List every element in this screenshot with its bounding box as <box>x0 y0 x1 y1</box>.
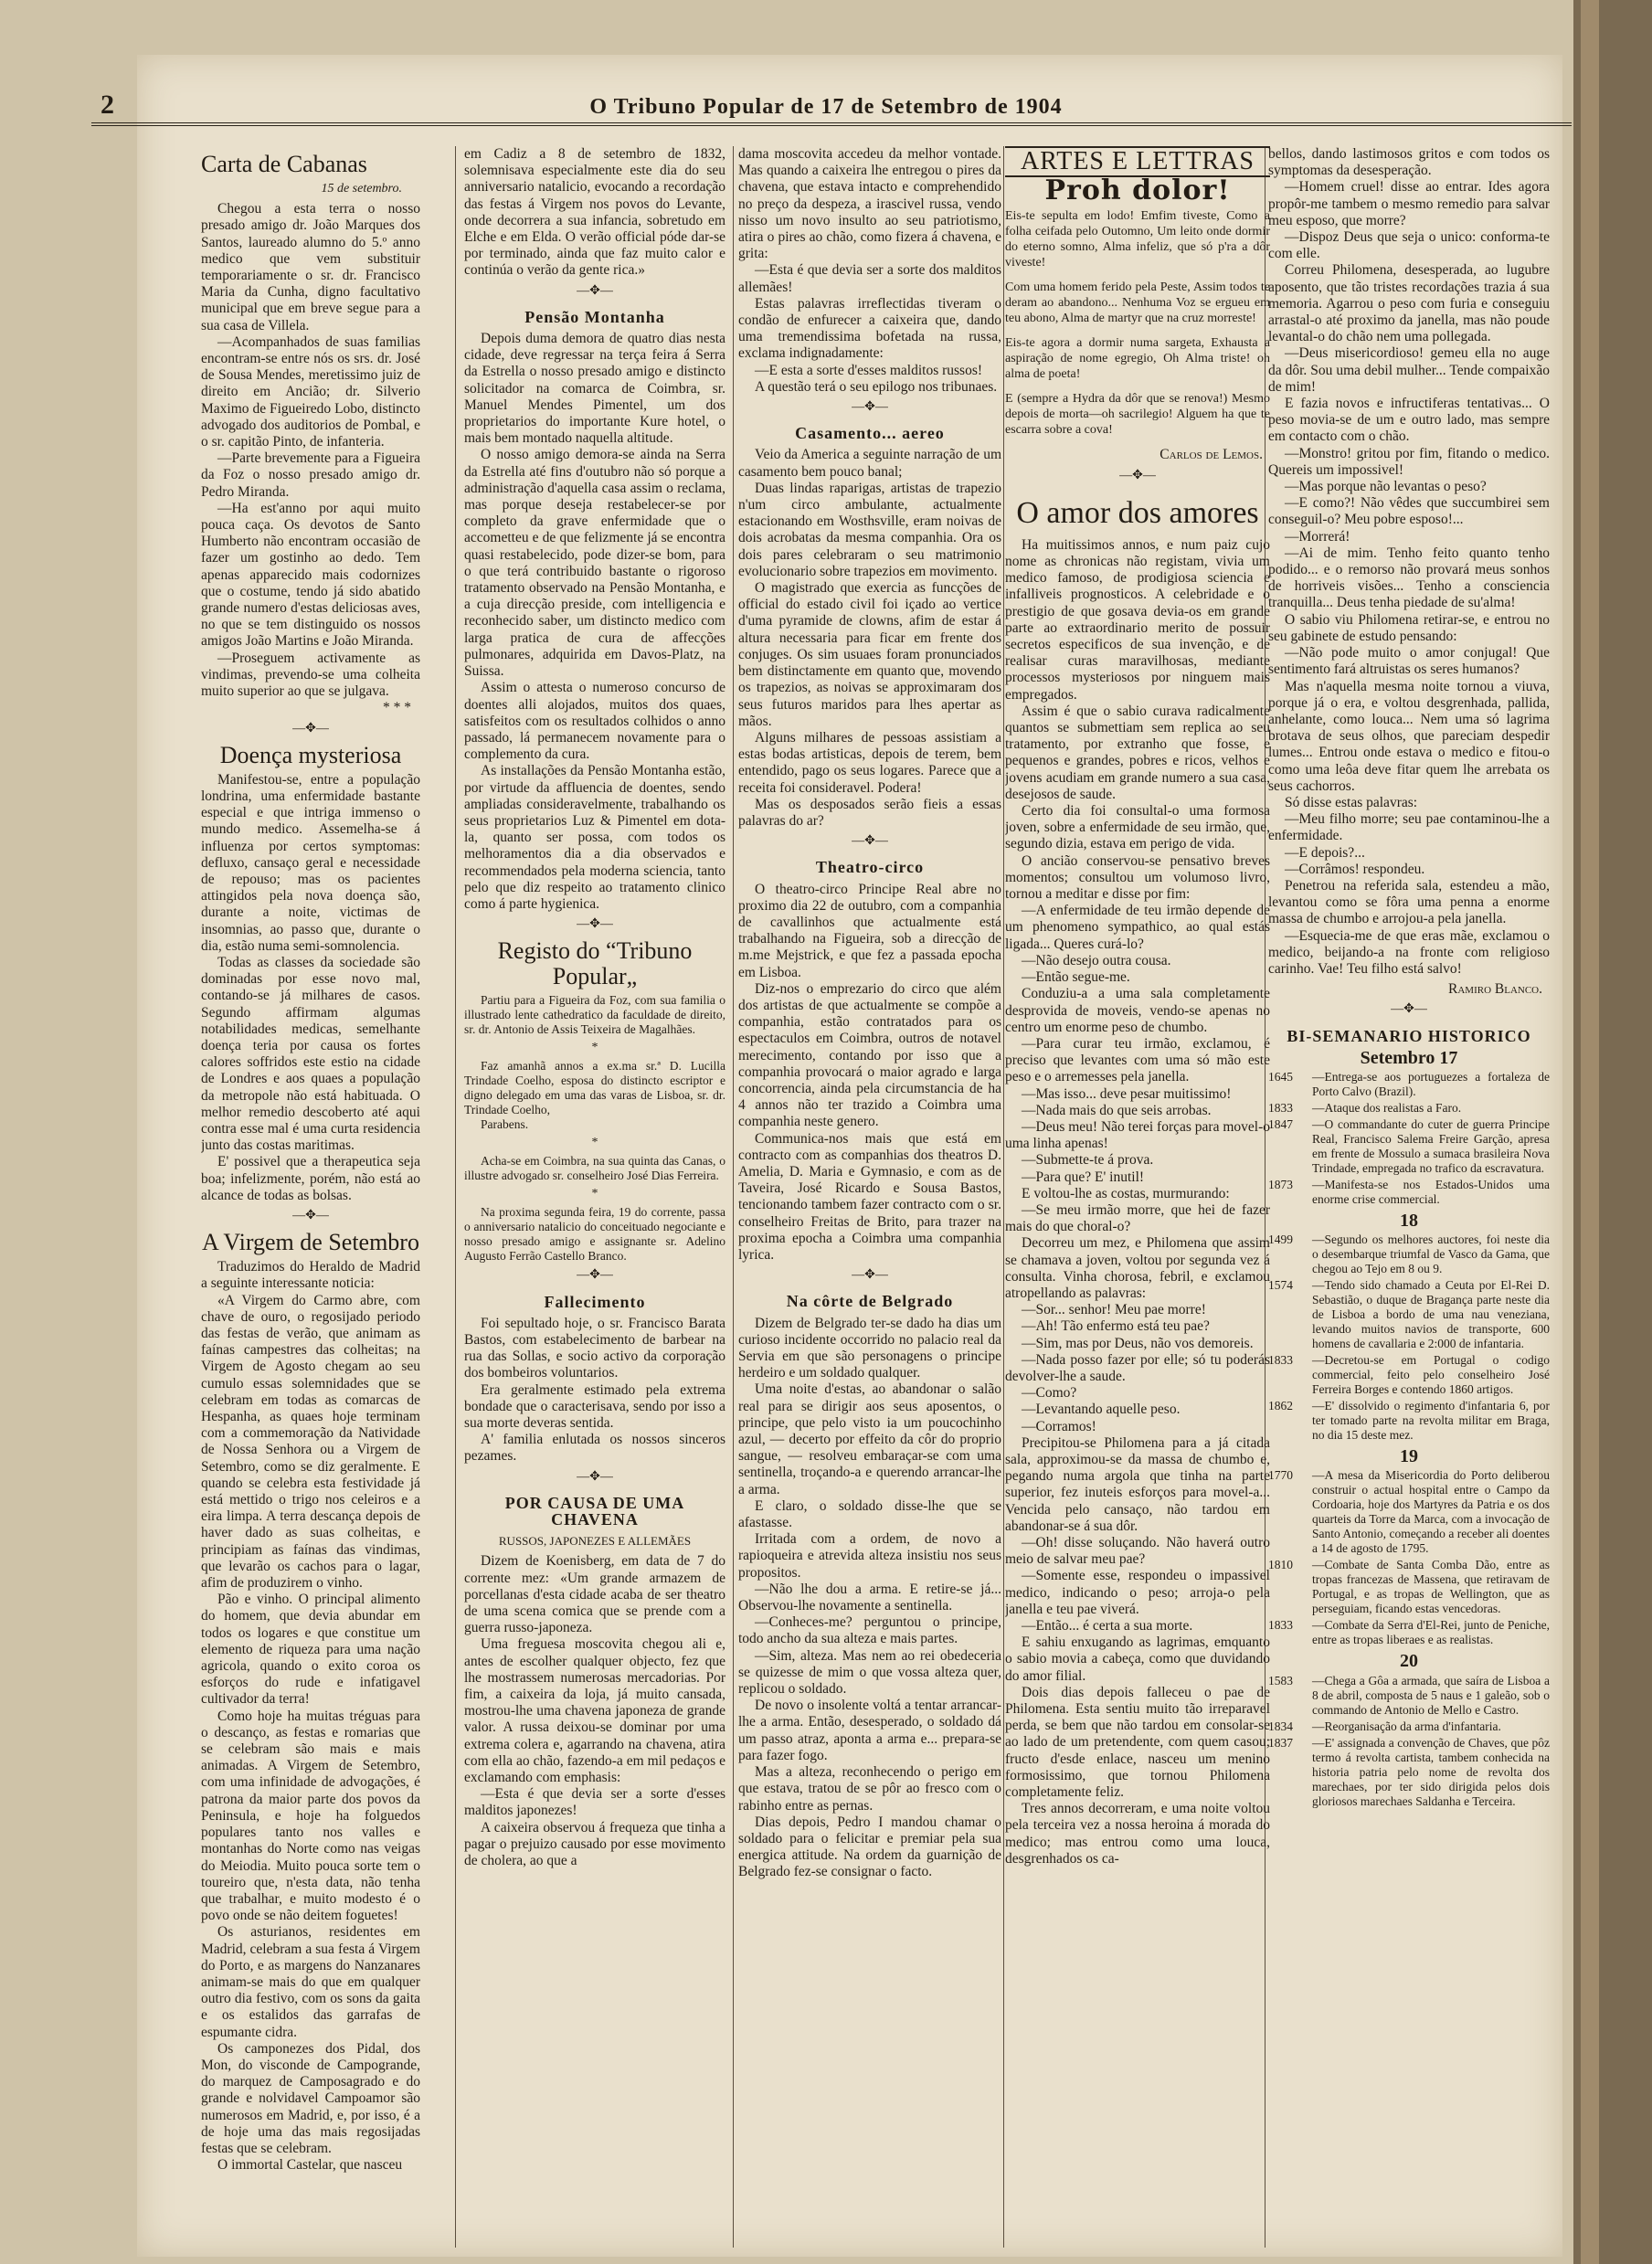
history-year: 1837 <box>1268 1735 1293 1750</box>
ornament: —✥— <box>292 1208 329 1222</box>
article-title: Na côrte de Belgrado <box>786 1292 954 1311</box>
paragraph: em Cadiz a 8 de setembro de 1832, solemnisava especialmente este dia do seu anniversario natalicio, evocando a recordação das festas á Virgem nos povos do Levante, onde decorrera a sua infancia, sobretudo em Elche e em Elda. O verão official póde dar-se por terminado, ainda que faz muito calor e continúa o verão da gente rica.» <box>464 146 725 279</box>
article-title: POR CAUSA DE UMA CHAVENA <box>504 1493 685 1529</box>
paragraph: Assim o attesta o numeroso concurso de doentes alli alojados, muitos dos quaes, satisfeitos com os resultados colhidos o anno passado, lá permanecem novamente para o complemento da cura. <box>464 680 725 763</box>
paragraph: —Corramos! <box>1022 1418 1096 1434</box>
history-year: 1862 <box>1268 1399 1293 1413</box>
article-title: Pensão Montanha <box>524 307 665 326</box>
poem-stanza: Eis-te sepulta em lodo! Emfim tiveste, Como a folha ceifada pelo Outomno, Um leito onde dormir do eterno somno, Alma infeliz, que só p'ra a dôr viveste! <box>1005 209 1270 270</box>
paragraph: —Esquecia-me de que eras mãe, exclamou o medico, beijando-a na fronte com religioso carinho. Vae! Teu filho está salvo! <box>1268 927 1550 977</box>
paragraph: —Proseguem activamente as vindimas, prevendo-se uma colheita muito superior ao que se julgava. <box>201 650 420 700</box>
paragraph: —A enfermidade de teu irmão depende de um phenomeno sympathico, ao qual estás ligada... Queres curá-lo? <box>1005 903 1270 952</box>
paragraph: A' familia enlutada os nossos sinceros pezames. <box>464 1432 725 1465</box>
ornament: * <box>591 1136 598 1150</box>
article-title: Fallecimento <box>544 1292 646 1311</box>
paragraph: Os camponezes dos Pidal, dos Mon, do visconde de Campogrande, do marquez de Camposagrado e do grande e nolvidavel Campoamor são numerosos em Madrid, e, por isso, é a de hoje uma das mais regosijadas festas que se celebram. <box>201 2040 420 2156</box>
ornament: —✥— <box>852 1268 888 1283</box>
date-heading: 19 <box>1400 1446 1418 1467</box>
paragraph: Correu Philomena, desesperada, ao lugubre aposento, que tão tristes recordações trazia á sua memoria. Agarrou o peso com furia e conseguiu arrastal-o até proximo da janella, mas não poude levantal-o do chão nem uma pollegada. <box>1268 262 1550 345</box>
paragraph: E voltou-lhe as costas, murmurando: <box>1022 1185 1230 1201</box>
history-text: —Tendo sido chamado a Ceuta por El-Rei D. Sebastião, o duque de Bragança parte neste dia de Lisboa a bordo de uma nau veneziana, levando muitos navios de transporte, 600 homens de cavallaria e 2:000 de infantaria. <box>1312 1278 1550 1351</box>
paragraph: —Deus meu! Não terei forças para movel-o uma linha apenas! <box>1005 1118 1270 1152</box>
paragraph: Dois dias depois falleceu o pae de Philomena. Esta sentiu muito tão irreparavel perda, se bem que não tardou em consolar-se ao lado de um pretendente, com quem casou; fructo d'esde enlace, nasceu um menino formosissimo, que tornou Philomena completamente feliz. <box>1005 1684 1270 1801</box>
column-rule <box>733 146 734 2248</box>
history-year: 1833 <box>1268 1353 1293 1368</box>
paragraph: —E como?! Não vêdes que succumbirei sem conseguil-o? Meu pobre esposo!... <box>1268 495 1550 528</box>
paragraph: Pão e vinho. O principal alimento do homem, que devia abundar em todos os logares e que constitue um elemento de riqueza para uma nação agricola, quando o exito coroa os esforços do rude e infatigavel cultivador da terra! <box>201 1592 420 1708</box>
signature-stars: * * * <box>383 700 411 716</box>
paragraph: Ha muitissimos annos, e num paiz cujo nome as chronicas não registam, vivia um medico famoso, de prodigiosa sciencia e infalliveis prognosticos. A celebridade e o prestigio de que gosava devia-os em grande parte ao extraordinario merito de possuir secretos especificos de sua invenção, e de realisar curas maravilhosas, mediante processos mysteriosos por ninguem mais empregados. <box>1005 536 1270 703</box>
paragraph: —Dispoz Deus que seja o unico: conforma-te com elle. <box>1268 229 1550 262</box>
paragraph: O magistrado que exercia as funcções de official do estado civil foi içado ao vertice d'uma pyramide de clowns, afim de estar á altura necessaria para ficar em frente dos conjuges. Os sim usuaes foram pronunciados bem distinctamente em quanto que, movendo os trapezios, as noivas se approximaram dos seus futuros maridos para lhes apertar as mãos. <box>738 580 1001 729</box>
date-heading: 18 <box>1400 1210 1418 1231</box>
column-1 <box>201 146 420 2248</box>
column-rule <box>1003 146 1004 2248</box>
history-entry <box>1268 1278 1550 1351</box>
paragraph: —Homem cruel! disse ao entrar. Ides agora propôr-me tambem o mesmo remedio para salvar meu esposo, que morre? <box>1268 179 1550 228</box>
history-entry <box>1268 1399 1550 1443</box>
paragraph: —Mas porque não levantas o peso? <box>1285 479 1487 495</box>
history-year: 1833 <box>1268 1618 1293 1633</box>
paragraph: A caixeira observou á frequeza que tinha a pagar o prejuizo causado por esse movimento de cholera, ao que a <box>464 1819 725 1869</box>
paragraph: Mas n'aquella mesma noite tornou a viuva, porque já o era, e voltou desgrenhada, pallida, anhelante, como louca... Nem uma só lagrima brotava de seus olhos, que pareciam despedir lumes... Entrou onde estava o medico e fitou-o como uma leôa deve fitar quem lhe arrebata os seus cachorros. <box>1268 678 1550 794</box>
paragraph: Dizem de Belgrado ter-se dado ha dias um curioso incidente occorrido no palacio real da Servia em que são personagens o principe herdeiro e um soldado qualquer. <box>738 1315 1001 1381</box>
history-list <box>1268 1233 1550 1443</box>
paragraph: —Sim, mas por Deus, não vos demoreis. <box>1022 1335 1254 1351</box>
paragraph: Alguns milhares de pessoas assistiam a estas bodas artisticas, depois de terem, bem entendido, pago os seus logares. Parece que a receita foi consideravel. Podera! <box>738 729 1001 796</box>
paragraph: —Conheces-me? perguntou o principe, todo ancho da sua alteza e mais partes. <box>738 1614 1001 1647</box>
ornament: —✥— <box>852 400 888 415</box>
history-year: 1810 <box>1268 1558 1293 1572</box>
paragraph: —Deus misericordioso! gemeu ella no auge da dôr. Sou uma debil mulher... Tende compaixão de mim! <box>1268 345 1550 395</box>
paragraph: Duas lindas raparigas, artistas de trapezio n'um circo ambulante, actualmente estacionando em Wosthsville, eram noivas de dois acrobatas da mesma companhia. Ora os dois pares celebraram o seu matrimonio evolucionario sobre trapezios em movimento. <box>738 480 1001 579</box>
article-title: O amor dos amores <box>1016 495 1259 530</box>
paragraph: —Para curar teu irmão, exclamou, é preciso que levantes com uma só mão este peso e o arremesses pela janella. <box>1005 1035 1270 1085</box>
poem-stanza: Eis-te agora a dormir numa sargeta, Exhausta a aspiração de nome egregio, Oh Alma triste! oh alma de poeta! <box>1005 336 1270 382</box>
history-text: —Ataque dos realistas a Faro. <box>1312 1100 1462 1115</box>
author-signature: Carlos de Lemos. <box>1160 447 1263 463</box>
paragraph: —Meu filho morre; seu pae contaminou-lhe a enfermidade. <box>1268 811 1550 844</box>
paragraph: Manifestou-se, entre a população londrina, uma enfermidade bastante especial e que intriga immenso o mundo medico. Assemelha-se á influenza por certos symptomas: defluxo, cansaço geral e necessidade de repouso; mas os pacientes attingidos pela nova doença são, durante a noite, victimas de insomnias, ao passo que, durante o dia, estão numa semi-somnolencia. <box>201 771 420 954</box>
ornament: * <box>591 1187 598 1201</box>
history-entry <box>1268 1353 1550 1397</box>
article-date: 15 de setembro. <box>321 182 402 196</box>
section-title: BI-SEMANARIO HISTORICO <box>1287 1026 1531 1045</box>
article-title: A Virgem de Setembro <box>202 1229 419 1256</box>
paragraph: —Não pode muito o amor conjugal! Que sentimento fará altruistas os seres humanos? <box>1268 645 1550 678</box>
paragraph: Como hoje ha muitas tréguas para o descanço, as festas e romarias que se celebram são mais e mais animadas. A Virgem de Setembro, com uma infinidade de advogações, é patrona da maior parte dos povos da Peninsula, e hoje ha folguedos populares tanto nos valles e montanhas do Norte como nas veigas do Meiodia. Muito pouca sorte tem o toureiro que, n'esta data, não tenha que trabalhar, e muito modesto é o povo onde se não deitem foguetes! <box>201 1708 420 1924</box>
notice: Partiu para a Figueira da Foz, com sua familia o illustrado lente cathedratico da faculdade de direito, sr. dr. Antonio de Assis Teixeira de Magalhães. <box>464 993 725 1037</box>
paragraph: Dias depois, Pedro I mandou chamar o soldado para o felicitar e premiar pela sua energica attitude. Na ordem da guarnição de Belgrado fez-se consignar o facto. <box>738 1814 1001 1880</box>
ornament: —✥— <box>852 834 888 849</box>
history-text: —Chega a Gôa a armada, que saíra de Lisboa a 8 de abril, composta de 5 naus e 1 galeão, sob o commando de Antonio de Mello e Castro. <box>1312 1673 1550 1717</box>
article-title: Doença mysteriosa <box>219 741 402 768</box>
paragraph: Precipitou-se Philomena para a já citada sala, approximou-se da massa de chumbo e, pegando numa argola que tinha na parte superior, fez inuteis esforços para movel-a... Vencida pelo cansaço, não tardou em abandonar-se á sua dôr. <box>1005 1434 1270 1534</box>
history-text: —Reorganisação da arma d'infantaria. <box>1312 1719 1501 1733</box>
paragraph: —Mas isso... deve pesar muitissimo! <box>1022 1085 1232 1102</box>
history-entry <box>1268 1101 1550 1116</box>
paragraph: Todas as classes da sociedade são dominadas por esse novo mal, contando-se já milhares de casos. Segundo affirmam algumas notabilidades medicas, semelhante doença teria por causa os fortes calores soffridos este estio na cidade de Londres e aos quaes a população da metropole não está habituada. O melhor remedio descoberto até aqui contra esse mal é uma curta residencia junto das costas maritimas. <box>201 954 420 1154</box>
paragraph: Irritada com a ordem, de novo a rapioqueira e atrevida alteza insistiu nos seus propositos. <box>738 1531 1001 1581</box>
paragraph: —E esta a sorte d'esses malditos russos! <box>755 362 983 378</box>
paragraph: —Corrâmos! respondeu. <box>1285 861 1425 877</box>
ornament: * <box>591 1041 598 1055</box>
paragraph: Conduziu-a a uma sala completamente desprovida de moveis, vendo-se apenas no centro um enorme peso de chumbo. <box>1005 986 1270 1035</box>
paragraph: —Ha est'anno por aqui muito pouca caça. Os devotos de Santo Humberto não encontram occasião de fazer um gostinho ao dedo. Tem apenas apparecido mais codornizes que o costume, tendo já sido abatido grande numero d'estas deliciosas aves, no que se tem distinguido os nossos amigos João Martins e João Miranda. <box>201 500 420 650</box>
paragraph: O immortal Castelar, que nasceu <box>217 2157 403 2174</box>
article-title: Registo do “Tribuno Popular„ <box>497 937 693 990</box>
paragraph: —Levantando aquelle peso. <box>1022 1402 1181 1418</box>
paragraph: —Esta é que devia ser a sorte d'esses malditos japonezes! <box>464 1786 725 1819</box>
paragraph: E sahiu enxugando as lagrimas, emquanto o sabio movia a cabeça, como que duvidando do amor filial. <box>1005 1635 1270 1684</box>
paragraph: «A Virgem do Carmo abre, com chave de ouro, o regosijado periodo das festas de verão, que animam as faínas campestres das colheitas; na Virgem de Agosto chegam ao seu cumulo essas solemnidades que se celebram em todas as comarcas de Hespanha, as quaes hoje terminam com a commemoração da Natividade de Nossa Senhora ou a Virgem de Setembro, como se diz geralmente. E quando se celebra esta festividade já está mettido o trigo nos celeiros e a eira limpa. A terra descança depois de haver dado as suas colheitas, e principiam as faínas das vindimas, que levarão os cachos para o lagar, afim de produzirem o vinho. <box>201 1292 420 1592</box>
history-entry <box>1268 1618 1550 1647</box>
history-text: —E' assignada a convenção de Chaves, que pôz termo á revolta cartista, tambem conhecida na historia patria pelo nome de revolta dos marechaes, por ter sido dirigida pelos dois gloriosos marechaes Saldanha e Terceira. <box>1312 1735 1550 1808</box>
paragraph: —Como? <box>1022 1385 1077 1402</box>
paragraph: —Se meu irmão morre, que hei de fazer mais do que choral-o? <box>1005 1201 1270 1235</box>
paragraph: dama moscovita accedeu da melhor vontade. Mas quando a caixeira lhe entregou o pires da chavena, que estava intacto e comprehendido no preço da despeza, a irascivel russa, vendo nisso um novo insulto ao seu patriotismo, atira o pires ao chão, como fizera á chavena, e grita: <box>738 146 1001 262</box>
article-title: Carta de Cabanas <box>201 151 367 177</box>
paragraph: —Somente esse, respondeu o impassivel medico, indicando o peso; arroja-o pela janella e teu pae viverá. <box>1005 1568 1270 1617</box>
history-entry <box>1268 1558 1550 1616</box>
history-list <box>1268 1468 1550 1647</box>
paragraph: Era geralmente estimado pela extrema bondade que o caracterisava, sendo por isso a sua morte deveras sentida. <box>464 1381 725 1431</box>
paragraph: Estas palavras irreflectidas tiveram o condão de enfurecer a caixeira que, dando uma tremendissima bofetada na russa, exclama indignadamente: <box>738 295 1001 362</box>
paragraph: Dizem de Koenisberg, em data de 7 do corrente mez: «Um grande armazem de porcellanas d'esta cidade acaba de ser theatro de uma scena comica que se prende com a guerra russo-japoneza. <box>464 1553 725 1636</box>
ornament: —✥— <box>577 917 613 932</box>
paragraph: —Nada mais do que seis arrobas. <box>1022 1102 1212 1118</box>
paragraph: Assim é que o sabio curava radicalmente quantos se submettiam sem replica ao seu tratamento, por extranho que fosse, e pequenos e grandes, pobres e ricos, velhos e jovens acudiam em grande numero a sua casa, desejosos de saude. <box>1005 703 1270 802</box>
paragraph: Penetrou na referida sala, estendeu a mão, levantou como se fôra uma penna a enorme massa de chumbo e arrojou-a pela janella. <box>1268 877 1550 927</box>
history-entry <box>1268 1674 1550 1718</box>
paragraph: —Não desejo outra cousa. <box>1022 952 1171 968</box>
history-year: 1833 <box>1268 1100 1293 1115</box>
paragraph: —Não lhe dou a arma. E retire-se já... Observou-lhe novamente a sentinella. <box>738 1581 1001 1614</box>
history-text: —Entrega-se aos portuguezes a fortaleza de Porto Calvo (Brazil). <box>1312 1069 1550 1098</box>
article-subtitle: RUSSOS, JAPONEZES E ALLEMÃES <box>498 1534 692 1549</box>
paragraph: —Sim, alteza. Mas nem ao rei obedeceria se quizesse de mim o que vossa alteza quer, replicou o soldado. <box>738 1647 1001 1698</box>
article-title: Casamento... aereo <box>795 424 945 443</box>
ornament: —✥— <box>292 721 329 735</box>
paragraph: Só disse estas palavras: <box>1285 794 1418 810</box>
paragraph: Foi sepultado hoje, o sr. Francisco Barata Bastos, com estabelecimento de barbear na rua das Sollas, e socio activo da corporação dos bombeiros voluntarios. <box>464 1315 725 1381</box>
ornament: —✥— <box>577 1469 613 1484</box>
paragraph: Certo dia foi consultal-o uma formosa joven, sobre a enfermidade de seu irmão, que, segundo dizia, estava em perigo de vida. <box>1005 803 1270 852</box>
history-year: 1873 <box>1268 1177 1293 1191</box>
notice: Na proxima segunda feira, 19 do corrente, passa o anniversario natalicio do conceituado negociante e nosso presado amigo e assignante sr. Adelino Augusto Ferrão Castello Branco. <box>464 1205 725 1264</box>
paragraph: Traduzimos do Heraldo de Madrid a seguinte interessante noticia: <box>201 1259 420 1292</box>
history-entry <box>1268 1468 1550 1556</box>
history-text: —E' dissolvido o regimento d'infantaria 6, por ter tomado parte na revolta militar em Braga, no dia 15 deste mez. <box>1312 1399 1550 1443</box>
paragraph: —Ah! Tão enfermo está teu pae? <box>1022 1318 1210 1335</box>
paragraph: O ancião conservou-se pensativo breves momentos; consultou um volumoso livro, tornou a meditar e disse por fim: <box>1005 852 1270 903</box>
paragraph: —Morrerá! <box>1285 528 1350 545</box>
history-year: 1499 <box>1268 1233 1293 1247</box>
author-signature: Ramiro Blanco. <box>1448 981 1542 998</box>
paragraph: —Acompanhados de suas familias encontram-se entre nós os srs. dr. José de Sousa Mendes, meretissimo juiz de direito em Ancião; dr. Silverio Maximo de Figueiredo Lobo, distincto advogado dos auditorios de Pombal, e o sr. capitão Pinto, de infanteria. <box>201 333 420 450</box>
history-text: —Combate de Santa Comba Dão, entre as tropas francezas de Massena, que retiravam de Portugal, e as tropas de Wellington, que as perseguiam, ficando estas vencedoras. <box>1312 1558 1550 1616</box>
paragraph: —E depois?... <box>1285 844 1365 861</box>
paragraph: O sabio viu Philomena retirar-se, e entrou no seu gabinete de estudo pensando: <box>1268 611 1550 644</box>
paragraph: Chegou a esta terra o nosso presado amigo dr. João Marques dos Santos, laureado alumno do 5.º anno medico que vem substituir temporariamente o sr. dr. Francisco Maria da Cunha, digno facultativo municipal que em breve segue para a sua casa de Villela. <box>201 201 420 333</box>
article-title: Theatro-circo <box>815 858 925 877</box>
column-5 <box>1268 146 1550 2248</box>
poem-stanza: Com uma homem ferido pela Peste, Assim todos te deram ao abandono... Nenhuma Voz se ergueu em teu abono, Alma de martyr que na cruz morreste! <box>1005 280 1270 326</box>
notice: Faz amanhã annos a ex.ma sr.ª D. Lucilla Trindade Coelho, esposa do distincto escriptor e digno delegado em uma das varas de Lisboa, sr. dr. Trindade Coelho, <box>464 1059 725 1117</box>
paragraph: E' possivel que a therapeutica seja boa; infelizmente, porém, não está ao alcance de todas as bolsas. <box>201 1154 420 1203</box>
column-rule <box>455 146 456 2248</box>
ornament: —✥— <box>577 1268 613 1283</box>
history-year: 1770 <box>1268 1468 1293 1483</box>
section-header: ARTES E LETTRAS <box>1005 146 1270 177</box>
history-entry <box>1268 1736 1550 1809</box>
paragraph: —Sor... senhor! Meu pae morre! <box>1022 1302 1206 1318</box>
history-entry <box>1268 1117 1550 1176</box>
paragraph: Uma noite d'estas, ao abandonar o salão real para se dirigir aos seus aposentos, o principe, que pelo visto ia um poucochinho azul, — decerto por effeito da côr do proprio sangue, — resolveu embaraçar-se com uma sentinella, troçando-a e querendo arrancar-lhe a arma. <box>738 1381 1001 1497</box>
history-list <box>1268 1070 1550 1207</box>
poem-title: Proh dolor! <box>1044 175 1231 207</box>
paragraph: Diz-nos o emprezario do circo que além dos artistas de que actualmente se compõe a companhia, estão contratados para os espectaculos em Coimbra, outros de notavel merecimento, contando por isso que a companhia provocará o maior agrado e larga concorrencia, ainda pela circumstancia de ha 4 annos não ter trazido a Coimbra uma companhia neste genero. <box>738 980 1001 1130</box>
ornament: —✥— <box>1119 468 1156 482</box>
paragraph: —Submette-te á prova. <box>1022 1152 1154 1169</box>
paragraph: Tres annos decorreram, e uma noite voltou pela terceira vez a nossa heroina á morada do medico; mas entrou como uma louca, desgrenhados os ca- <box>1005 1801 1270 1867</box>
notice: Parabens. <box>481 1117 529 1132</box>
paragraph: —Monstro! gritou por fim, fitando o medico. Quereis um impossivel! <box>1268 445 1550 478</box>
paragraph: Depois duma demora de quatro dias nesta cidade, deve regressar na terça feira á Serra da Estrella o nosso presado amigo e distincto solicitador na comarca de Coimbra, sr. Manuel Mendes Pimentel, um dos proprietarios do importante Kure hotel, o mais bem montado naquella altitude. <box>464 331 725 447</box>
history-year: 1574 <box>1268 1278 1293 1293</box>
column-4 <box>1005 146 1270 2248</box>
paragraph: —Oh! disse soluçando. Não haverá outro meio de salvar meu pae? <box>1005 1535 1270 1568</box>
paragraph: Mas a alteza, reconhecendo o perigo em que estava, tratou de se pôr ao fresco com o rabinho entre as pernas. <box>738 1764 1001 1814</box>
paragraph: Mas os desposados serão fieis a essas palavras do ar? <box>738 796 1001 829</box>
history-text: —A mesa da Misericordia do Porto deliberou construir o actual hospital entre o Campo da Cordoaria, hoje dos Martyres da Patria e os dos quarteis da Torre da Marca, com a invocação de Santo Antonio, começando a receber ali doentes a 14 de agosto de 1795. <box>1312 1468 1550 1556</box>
history-year: 1583 <box>1268 1673 1293 1687</box>
paragraph: —Então... é certa a sua morte. <box>1022 1618 1193 1635</box>
paragraph: —Esta é que devia ser a sorte dos malditos allemães! <box>738 262 1001 295</box>
binding-edge-highlight <box>1581 0 1599 2264</box>
column-2 <box>464 146 725 2248</box>
history-entry <box>1268 1070 1550 1099</box>
history-text: —O commandante do cuter de guerra Principe Real, Francisco Salema Freire Garção, apresa em frente de Mossulo a sumaca brasileira Nova Trindade, empregada no trafico da escravatura. <box>1312 1116 1550 1175</box>
paragraph: —Parte brevemente para a Figueira da Foz o nosso presado amigo dr. Pedro Miranda. <box>201 450 420 500</box>
history-text: —Manifesta-se nos Estados-Unidos uma enorme crise commercial. <box>1312 1177 1550 1206</box>
date-heading: Setembro 17 <box>1360 1047 1458 1068</box>
column-3 <box>738 146 1001 2248</box>
history-entry <box>1268 1178 1550 1207</box>
paragraph: Os asturianos, residentes em Madrid, celebram a sua festa á Virgem do Porto, e as margens do Nanzanares animam-se mais do que em qualquer outro dia festivo, com os sons da gaita e os estalidos das garrafas de espumante cidra. <box>201 1924 420 2040</box>
paragraph: —Para que? E' inutil! <box>1022 1169 1145 1185</box>
notice: Acha-se em Coimbra, na sua quinta das Canas, o illustre advogado sr. conselheiro José Dias Ferreira. <box>464 1154 725 1183</box>
paragraph: Communica-nos mais que está em contracto com as companhias dos theatros D. Amelia, D. Maria e Gymnasio, e com as de Taveira, José Ricardo e Sousa Bastos, tencionando tambem fazer contracto com o sr. conselheiro Freitas de Brito, para trazer na proxima epocha a Coimbra uma companhia lyrica. <box>738 1130 1001 1263</box>
history-list <box>1268 1674 1550 1809</box>
paragraph: Decorreu um mez, e Philomena que assim se chamava a joven, voltou por segunda vez á consulta. Vinha chorosa, febril, e exclamou atropellando as palavras: <box>1005 1235 1270 1301</box>
date-heading: 20 <box>1400 1651 1418 1672</box>
paragraph: —Ai de mim. Tenho feito quanto tenho podido... e o remorso não provará meus sonhos de horriveis visões... Tenho a consciencia tranquilla... Deus tenha piedade de su'alma! <box>1268 545 1550 611</box>
paragraph: —Então segue-me. <box>1022 969 1130 986</box>
history-year: 1847 <box>1268 1116 1293 1131</box>
history-text: —Decretou-se em Portugal o codigo commercial, feito pelo conselheiro José Ferreira Borges e contendo 1860 artigos. <box>1312 1353 1550 1397</box>
history-year: 1645 <box>1268 1069 1293 1084</box>
paragraph: De novo o insolente voltá a tentar arrancar-lhe a arma. Então, desesperado, o soldado dá um passo atraz, aponta a arma e... prepara-se para fazer fogo. <box>738 1698 1001 1763</box>
history-text: —Combate da Serra d'El-Rei, junto de Peniche, entre as tropas liberaes e as realistas. <box>1312 1618 1550 1647</box>
paragraph: Veio da America a seguinte narração de um casamento bem pouco banal; <box>738 447 1001 480</box>
ornament: —✥— <box>577 283 613 298</box>
history-text: —Segundo os melhores auctores, foi neste dia o desembarque triumfal de Vasco da Gama, que chegou ao Tejo em 8 ou 9. <box>1312 1233 1550 1276</box>
history-entry <box>1268 1719 1550 1734</box>
history-entry <box>1268 1233 1550 1276</box>
paragraph: E claro, o soldado disse-lhe que se afastasse. <box>738 1497 1001 1531</box>
paragraph: O theatro-circo Principe Real abre no proximo dia 22 de outubro, com a companhia de cavallinhos que actualmente está trabalhando na Figueira, sob a direcção de m.me Mejstrick, e que fez a passada epocha em Lisboa. <box>738 881 1001 980</box>
paragraph: As installações da Pensão Montanha estão, por virtude da affluencia de doentes, sendo ampliadas consideravelmente, trabalhando os seus proprietarios Luz & Pimentel em dota-la, quanto ser possa, com todos os melhoramentos dia a dia observados e recommendados pela moderna sciencia, tanto pelo que diz respeito ao tratamento clinico como á parte hygienica. <box>464 763 725 912</box>
history-year: 1834 <box>1268 1719 1293 1733</box>
masthead: O Tribuno Popular de 17 de Setembro de 1904 <box>589 95 1063 119</box>
page-number: 2 <box>101 90 114 120</box>
poem-stanza: E (sempre a Hydra da dôr que se renova!) Mesmo depois de morta—oh sacrilegio! Alguem ha que te escarra sobre a cova! <box>1005 392 1270 438</box>
paragraph: A questão terá o seu epilogo nos tribunaes. <box>755 378 998 395</box>
paragraph: —Nada posso fazer por elle; só tu poderás devolver-lhe a saude. <box>1005 1351 1270 1384</box>
poem <box>1005 208 1270 438</box>
paragraph: bellos, dando lastimosos gritos e com todos os symptomas da desesperação. <box>1268 146 1550 179</box>
paragraph: E fazia novos e infructiferas tentativas... O peso movia-se de um e outro lado, mas sempre em contacto com o chão. <box>1268 396 1550 445</box>
paragraph: Uma freguesa moscovita chegou ali e, antes de escolher qualquer objecto, fez que lhe mostrassem numerosas mercadorias. Por fim, a caixeira da loja, já muito cansada, mostrou-lhe uma chavena japoneza de grande valor. A russa deixou-se dominar por uma extrema colera e, agarrando na chavena, atira com ella ao chão, fazendo-a em mil pedaços e exclamando com emphasis: <box>464 1636 725 1786</box>
paragraph: O nosso amigo demora-se ainda na Serra da Estrella até fins d'outubro não só porque a administração d'aquella casa assim o reclama, mas porque deseja restabelecer-se por completo da grave enfermidade que o accometteu e de que felizmente já se encontra quasi restabelecido, pode dizer-se bom, para o que terá contribuido bastante o rigoroso tratamento observado na Pensão Montanha, e a cuja direcção preside, com intelligencia e reconhecido saber, um distincto medico com larga pratica de cura de affecções pulmonares, adquirida em Davos-Platz, na Suissa. <box>464 447 725 680</box>
ornament: —✥— <box>1391 1002 1427 1017</box>
